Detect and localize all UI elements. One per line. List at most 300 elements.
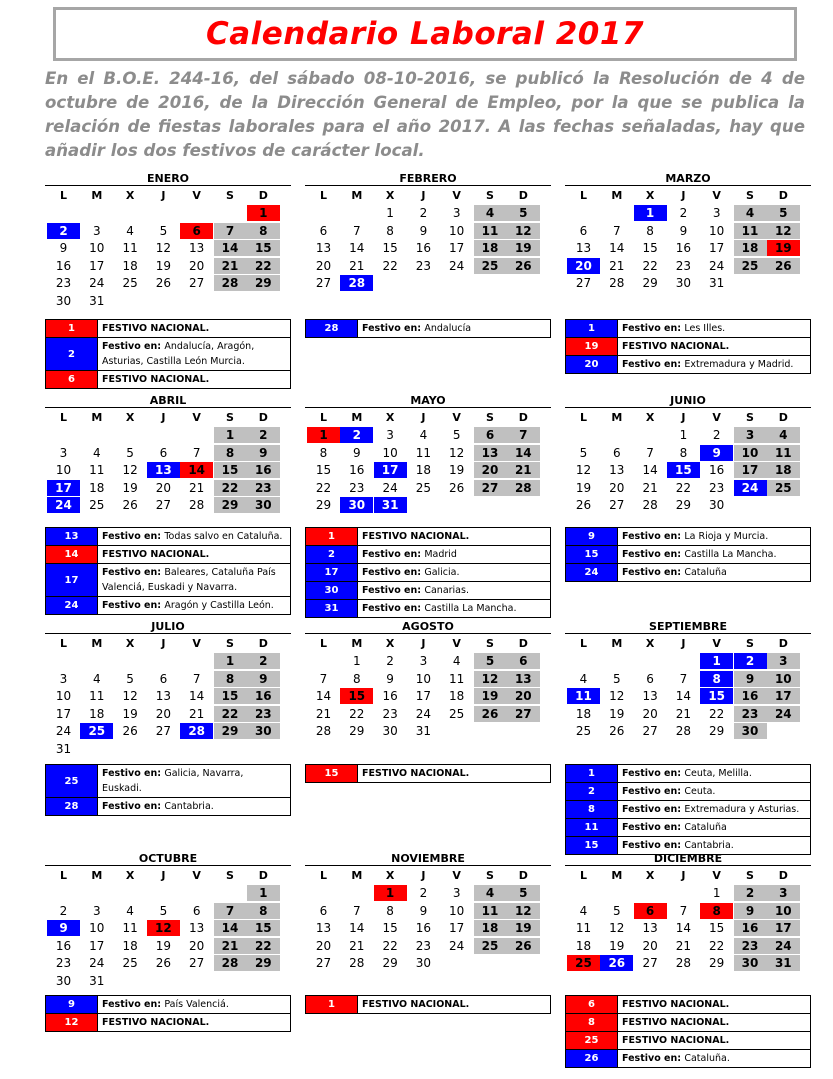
day-cell: 4 <box>92 445 101 460</box>
day-cell: 29 <box>349 724 365 738</box>
legend-febrero <box>305 319 551 338</box>
day-cell: 15 <box>709 921 725 935</box>
day-cell: 18 <box>575 706 592 721</box>
weekday-header: D <box>258 410 268 424</box>
day-cell: 4 <box>579 671 588 686</box>
weekday-header: M <box>611 636 623 650</box>
day-cell: 14 <box>349 921 365 935</box>
day-cell: 27 <box>315 276 332 290</box>
day-cell: 10 <box>767 903 800 919</box>
day-cell: 6 <box>180 223 213 239</box>
weekday-header: L <box>59 188 67 202</box>
title-box <box>53 7 797 61</box>
month-name: MAYO <box>305 394 551 408</box>
day-cell: 30 <box>55 293 72 308</box>
day-cell: 20 <box>189 938 205 953</box>
legend-row <box>566 545 810 563</box>
legend-prefix: Festivo en: <box>622 822 685 833</box>
month-name: SEPTIEMBRE <box>565 620 811 634</box>
legend-text <box>357 765 550 782</box>
day-cell: 9 <box>679 223 688 238</box>
weekday-header: X <box>125 868 135 882</box>
day-cell: 25 <box>734 258 767 274</box>
legend-label: Cantabria. <box>684 840 734 851</box>
day-cell: 1 <box>386 206 394 220</box>
weekday-header: D <box>778 636 788 650</box>
legend-day: 24 <box>46 597 97 614</box>
day-cell: 17 <box>709 241 725 255</box>
legend-row <box>46 797 290 815</box>
weekday-header: V <box>452 410 461 424</box>
day-cell: 27 <box>609 498 625 512</box>
day-cell: 28 <box>642 498 658 512</box>
legend-row <box>566 782 810 800</box>
day-cell: 7 <box>679 903 688 918</box>
day-cell: 27 <box>155 724 172 738</box>
day-cell: 22 <box>675 480 692 495</box>
weekday-header: D <box>518 868 528 882</box>
month-name: JULIO <box>45 620 291 634</box>
day-cell: 10 <box>709 223 725 238</box>
day-cell: 12 <box>122 463 138 477</box>
day-cell: 18 <box>122 938 138 953</box>
month-name: DICIEMBRE <box>565 852 811 866</box>
weekday-header: X <box>385 188 395 202</box>
legend-row <box>306 528 550 545</box>
legend-day: 13 <box>46 528 97 545</box>
day-cell: 27 <box>575 276 592 290</box>
day-cell: 20 <box>642 938 658 953</box>
day-cell: 15 <box>700 688 733 704</box>
day-cell: 7 <box>214 903 247 919</box>
weekday-header: M <box>91 636 103 650</box>
month-julio <box>45 620 291 760</box>
day-cell: 28 <box>214 275 247 291</box>
weekday-header: L <box>579 188 587 202</box>
legend-label: Madrid <box>424 549 457 560</box>
day-cell: 31 <box>374 497 407 513</box>
day-cell: 26 <box>507 938 540 954</box>
day-cell: 14 <box>349 241 365 255</box>
day-cell: 5 <box>579 445 588 460</box>
day-cell: 17 <box>449 921 465 935</box>
day-cell: 26 <box>449 480 465 495</box>
day-cell: 26 <box>474 706 507 722</box>
day-cell: 29 <box>382 956 398 970</box>
legend-prefix: Festivo en: <box>102 999 165 1010</box>
day-cell: 20 <box>189 258 205 273</box>
day-cell: 21 <box>609 258 625 273</box>
legend-label: FESTIVO NACIONAL. <box>362 768 470 779</box>
day-cell: 4 <box>92 671 101 686</box>
legend-junio <box>565 527 811 582</box>
day-cell: 19 <box>609 938 625 953</box>
day-cell: 5 <box>159 223 168 238</box>
legend-label: Castilla La Mancha. <box>684 549 777 560</box>
day-cell: 1 <box>214 427 247 443</box>
weekday-header: L <box>579 868 587 882</box>
weekday-header: M <box>351 868 363 882</box>
weekday-header: L <box>579 410 587 424</box>
day-cell: 8 <box>700 903 733 919</box>
day-cell: 6 <box>507 653 540 669</box>
day-cell: 28 <box>189 498 205 512</box>
day-cell: 13 <box>315 241 332 255</box>
month-noviembre <box>305 852 551 992</box>
legend-mayo <box>305 527 551 618</box>
day-cell: 12 <box>449 445 465 460</box>
day-cell: 6 <box>634 903 667 919</box>
day-cell: 20 <box>155 480 172 495</box>
day-cell: 16 <box>709 463 725 477</box>
day-cell: 14 <box>180 462 213 478</box>
weekday-header: M <box>351 410 363 424</box>
day-cell: 9 <box>734 903 767 919</box>
legend-row <box>566 355 810 373</box>
day-cell: 26 <box>122 724 138 738</box>
legend-day: 15 <box>566 546 617 563</box>
weekday-header: S <box>486 636 494 650</box>
day-cell: 26 <box>767 258 800 274</box>
legend-day: 8 <box>566 1014 617 1031</box>
day-cell: 19 <box>449 463 465 477</box>
day-cell: 14 <box>214 920 247 936</box>
day-cell: 27 <box>642 724 658 738</box>
legend-row <box>566 1031 810 1049</box>
day-cell: 22 <box>315 480 332 495</box>
day-cell: 14 <box>609 241 625 255</box>
day-cell: 18 <box>449 689 465 703</box>
day-cell: 29 <box>675 498 692 512</box>
day-cell: 30 <box>734 723 767 739</box>
day-cell: 24 <box>767 706 800 722</box>
day-cell: 23 <box>349 480 365 495</box>
legend-text <box>617 356 810 373</box>
day-cell: 25 <box>767 480 800 496</box>
day-cell: 24 <box>55 724 72 738</box>
day-cell: 8 <box>247 903 280 919</box>
legend-label: Galicia. <box>424 567 460 578</box>
day-cell: 29 <box>214 723 247 739</box>
month-abril <box>45 394 291 534</box>
day-cell: 14 <box>642 463 658 477</box>
legend-prefix: Festivo en: <box>362 323 425 334</box>
day-cell: 2 <box>340 427 373 443</box>
day-cell: 13 <box>315 921 332 935</box>
legend-day: 6 <box>566 996 617 1013</box>
day-cell: 28 <box>675 956 692 970</box>
day-cell: 18 <box>474 240 507 256</box>
day-cell: 1 <box>679 428 688 442</box>
day-cell: 12 <box>122 689 138 703</box>
day-cell: 7 <box>214 223 247 239</box>
day-cell: 21 <box>349 938 365 953</box>
day-cell: 7 <box>192 445 201 460</box>
day-cell: 7 <box>679 671 688 686</box>
day-cell: 22 <box>349 706 365 721</box>
day-cell: 5 <box>452 428 461 442</box>
day-cell: 26 <box>507 258 540 274</box>
day-cell: 4 <box>474 205 507 221</box>
legend-prefix: Festivo en: <box>102 531 165 542</box>
weekday-header: L <box>59 410 67 424</box>
weekday-header: X <box>645 188 655 202</box>
legend-enero <box>45 319 291 389</box>
day-cell: 21 <box>675 938 692 953</box>
weekday-header: L <box>319 410 327 424</box>
weekday-header: S <box>746 188 754 202</box>
weekday-header: S <box>486 188 494 202</box>
legend-day: 1 <box>306 996 357 1013</box>
day-cell: 13 <box>155 689 172 703</box>
day-cell: 13 <box>642 689 658 703</box>
day-cell: 11 <box>575 921 592 935</box>
day-cell: 31 <box>89 973 105 988</box>
day-cell: 2 <box>59 903 68 918</box>
day-cell: 22 <box>709 706 725 721</box>
day-cell: 19 <box>155 938 172 953</box>
day-cell: 12 <box>507 903 540 919</box>
day-cell: 6 <box>612 445 621 460</box>
weekday-header: L <box>319 868 327 882</box>
day-cell: 16 <box>349 463 365 477</box>
day-cell: 19 <box>474 688 507 704</box>
day-cell: 1 <box>307 427 340 443</box>
day-cell: 10 <box>382 445 398 460</box>
weekday-header: J <box>681 868 686 882</box>
day-cell: 24 <box>709 258 725 273</box>
legend-row <box>566 818 810 836</box>
legend-row <box>46 545 290 563</box>
day-cell: 16 <box>382 689 398 703</box>
weekday-header: J <box>421 188 426 202</box>
day-cell: 24 <box>415 706 432 721</box>
legend-day: 25 <box>46 765 97 797</box>
day-cell: 29 <box>315 498 332 512</box>
legend-day: 25 <box>566 1032 617 1049</box>
day-cell: 27 <box>474 480 507 496</box>
day-cell: 30 <box>247 723 280 739</box>
month-septiembre <box>565 620 811 760</box>
legend-row <box>46 337 290 370</box>
day-cell: 24 <box>89 956 105 970</box>
day-cell: 25 <box>474 258 507 274</box>
month-agosto <box>305 620 551 760</box>
day-cell: 23 <box>734 938 767 954</box>
legend-text <box>617 1014 810 1031</box>
day-cell: 27 <box>189 956 205 970</box>
legend-prefix: Festivo en: <box>622 323 685 334</box>
weekday-header: S <box>746 868 754 882</box>
day-cell: 5 <box>474 653 507 669</box>
month-junio <box>565 394 811 534</box>
legend-label: Andalucía, Aragón, Asturias, Castilla León Murcia. <box>102 341 255 367</box>
legend-row <box>566 996 810 1013</box>
weekday-header: M <box>351 636 363 650</box>
day-cell: 24 <box>382 480 398 495</box>
day-cell: 3 <box>386 428 394 442</box>
day-cell: 9 <box>352 445 361 460</box>
day-cell: 2 <box>247 427 280 443</box>
legend-text <box>617 801 810 818</box>
day-cell: 2 <box>679 206 688 220</box>
month-mayo <box>305 394 551 534</box>
weekday-header: M <box>611 188 623 202</box>
weekday-header: S <box>486 410 494 424</box>
day-cell: 28 <box>315 724 332 738</box>
day-cell: 14 <box>189 689 205 703</box>
legend-label: Canarias. <box>424 585 469 596</box>
day-cell: 11 <box>767 445 800 461</box>
day-cell: 23 <box>55 276 72 290</box>
legend-prefix: Festivo en: <box>622 786 685 797</box>
weekday-header: V <box>452 636 461 650</box>
legend-day: 11 <box>566 819 617 836</box>
day-cell: 22 <box>382 938 398 953</box>
day-cell: 3 <box>712 206 721 220</box>
day-cell: 21 <box>315 706 332 721</box>
day-cell: 4 <box>767 427 800 443</box>
day-cell: 29 <box>709 956 725 970</box>
legend-prefix: Festivo en: <box>102 768 165 779</box>
legend-text <box>357 320 550 337</box>
day-cell: 16 <box>247 688 280 704</box>
legend-day: 14 <box>46 546 97 563</box>
day-cell: 17 <box>734 462 767 478</box>
day-cell: 2 <box>386 654 394 668</box>
legend-text <box>617 819 810 836</box>
day-cell: 25 <box>567 955 600 971</box>
legend-label: Baleares, Cataluña País Valenciá, Euskadi y Navarra. <box>102 567 276 593</box>
day-cell: 22 <box>247 258 280 274</box>
day-cell: 5 <box>159 903 168 918</box>
day-cell: 3 <box>59 671 68 686</box>
day-cell: 11 <box>415 445 432 460</box>
month-name: AGOSTO <box>305 620 551 634</box>
legend-label: Ceuta. <box>684 786 716 797</box>
legend-day: 1 <box>566 765 617 782</box>
day-cell: 8 <box>352 671 361 686</box>
day-cell: 6 <box>474 427 507 443</box>
day-cell: 18 <box>415 463 432 477</box>
legend-text <box>97 597 290 614</box>
legend-row <box>566 320 810 337</box>
day-cell: 7 <box>646 445 654 460</box>
day-cell: 31 <box>767 955 800 971</box>
legend-row <box>566 1013 810 1031</box>
legend-label: FESTIVO NACIONAL. <box>622 999 730 1010</box>
day-cell: 13 <box>474 445 507 461</box>
weekday-header: V <box>192 868 201 882</box>
legend-label: La Rioja y Murcia. <box>684 531 769 542</box>
day-cell: 18 <box>734 240 767 256</box>
legend-day: 19 <box>566 338 617 355</box>
day-cell: 10 <box>734 445 767 461</box>
day-cell: 18 <box>122 258 138 273</box>
day-cell: 28 <box>507 480 540 496</box>
day-cell: 28 <box>675 724 692 738</box>
legend-label: FESTIVO NACIONAL. <box>102 374 210 385</box>
day-cell: 2 <box>734 653 767 669</box>
day-cell: 10 <box>55 463 72 477</box>
legend-label: Castilla La Mancha. <box>424 603 517 614</box>
legend-day: 9 <box>566 528 617 545</box>
day-cell: 22 <box>642 258 658 273</box>
legend-diciembre <box>565 995 811 1068</box>
weekday-header: J <box>681 636 686 650</box>
day-cell: 5 <box>126 445 134 460</box>
day-cell: 1 <box>374 885 407 901</box>
day-cell: 18 <box>575 938 592 953</box>
day-cell: 23 <box>734 706 767 722</box>
legend-septiembre <box>565 764 811 855</box>
legend-row <box>46 1013 290 1031</box>
day-cell: 7 <box>507 427 540 443</box>
legend-label: FESTIVO NACIONAL. <box>102 1017 210 1028</box>
day-cell: 6 <box>319 223 328 238</box>
weekday-header: S <box>746 410 754 424</box>
day-cell: 17 <box>415 689 432 703</box>
day-cell: 31 <box>709 276 725 290</box>
day-cell: 12 <box>507 223 540 239</box>
legend-day: 26 <box>566 1050 617 1067</box>
weekday-header: J <box>421 868 426 882</box>
weekday-header: J <box>421 410 426 424</box>
legend-abril <box>45 527 291 615</box>
legend-day: 28 <box>306 320 357 337</box>
day-cell: 15 <box>667 462 700 478</box>
legend-label: Cataluña <box>684 822 727 833</box>
month-name: OCTUBRE <box>45 852 291 866</box>
legend-text <box>357 996 550 1013</box>
day-cell: 14 <box>214 240 247 256</box>
legend-label: País Valenciá. <box>164 999 229 1010</box>
weekday-header: D <box>258 868 268 882</box>
day-cell: 8 <box>386 903 394 918</box>
day-cell: 7 <box>352 223 361 238</box>
legend-row <box>306 765 550 782</box>
day-cell: 3 <box>59 445 68 460</box>
day-cell: 1 <box>700 653 733 669</box>
day-cell: 22 <box>214 706 247 722</box>
legend-prefix: Festivo en: <box>622 549 685 560</box>
day-cell: 30 <box>55 973 72 988</box>
day-cell: 19 <box>507 240 540 256</box>
month-name: JUNIO <box>565 394 811 408</box>
legend-label: FESTIVO NACIONAL. <box>622 1017 730 1028</box>
legend-text <box>97 371 290 388</box>
weekday-header: S <box>226 410 234 424</box>
month-marzo <box>565 172 811 312</box>
legend-row <box>46 996 290 1013</box>
weekday-header: X <box>125 188 135 202</box>
legend-prefix: Festivo en: <box>362 567 425 578</box>
page-title: Calendario Laboral 2017 <box>205 16 645 52</box>
day-cell: 4 <box>734 205 767 221</box>
day-cell: 1 <box>214 653 247 669</box>
day-cell: 4 <box>126 223 134 238</box>
weekday-header: L <box>579 636 587 650</box>
day-cell: 23 <box>55 956 72 970</box>
legend-day: 24 <box>566 564 617 581</box>
day-cell: 18 <box>89 706 105 721</box>
day-cell: 11 <box>122 241 138 255</box>
legend-text <box>617 546 810 563</box>
day-cell: 18 <box>89 480 105 495</box>
day-cell: 1 <box>634 205 667 221</box>
day-cell: 20 <box>474 462 507 478</box>
legend-row <box>306 599 550 617</box>
